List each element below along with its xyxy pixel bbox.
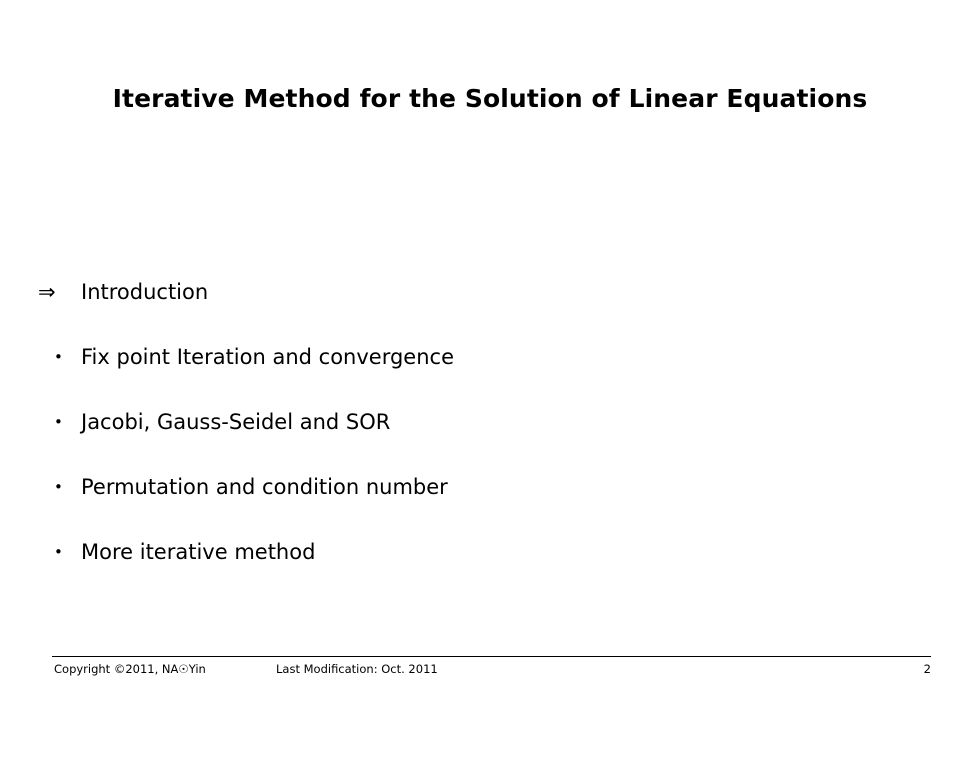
outline-item-label: Introduction [81,280,209,304]
outline-item-label: Jacobi, Gauss-Seidel and SOR [81,410,391,434]
current-item-arrow-icon: ⇒ [38,280,56,304]
footer-copyright: Copyright ©2011, NA☉Yin [54,662,206,676]
bullet-icon: • [54,413,63,431]
footer-divider [52,656,931,657]
slide-title: Iterative Method for the Solution of Linear Equations [112,84,868,113]
page-number: 2 [923,662,931,676]
bullet-icon: • [54,348,63,366]
outline-item-label: More iterative method [81,540,316,564]
bullet-icon: • [54,543,63,561]
outline-item-label: Permutation and condition number [81,475,448,499]
bullet-icon: • [54,478,63,496]
footer-last-modification: Last Modification: Oct. 2011 [276,662,438,676]
outline-item-label: Fix point Iteration and convergence [81,345,454,369]
